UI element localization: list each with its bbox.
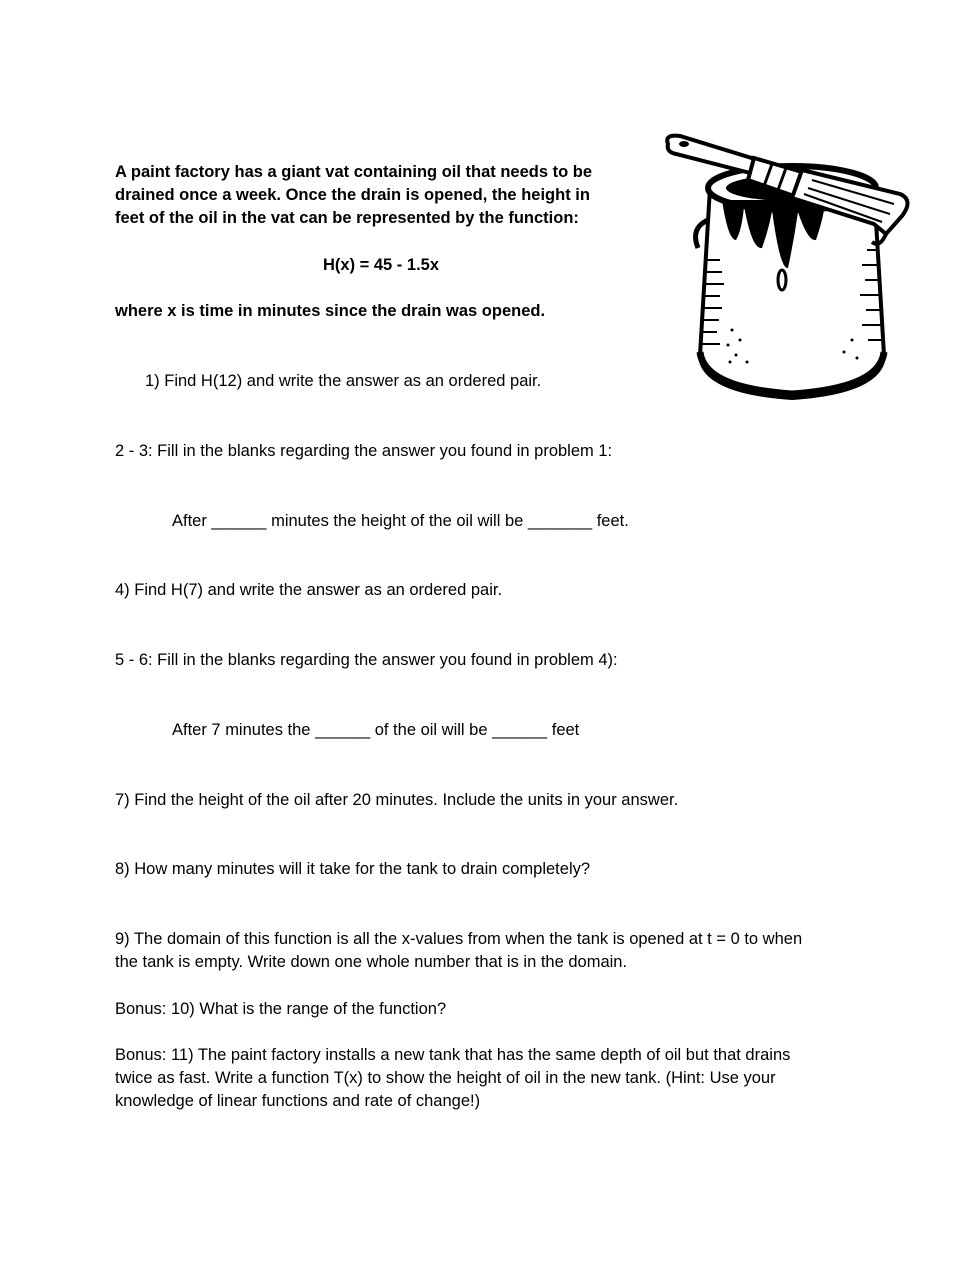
bonus-question-11-line-3: knowledge of linear functions and rate of change!) [115, 1092, 481, 1110]
bonus-question-11-line-2: twice as fast. Write a function T(x) to show the height of oil in the new tank. (Hint: Use your [115, 1069, 776, 1087]
bonus-question-11-line-1: Bonus: 11) The paint factory installs a new tank that has the same depth of oil but that drains [115, 1046, 791, 1064]
question-9-line-1: 9) The domain of this function is all the x-values from when the tank is opened at t = 0 to when [115, 930, 803, 948]
question-2-3-fill-in: After ______ minutes the height of the oil will be _______ feet. [172, 512, 629, 530]
question-2-3: 2 - 3: Fill in the blanks regarding the answer you found in problem 1: [115, 442, 613, 460]
question-4: 4) Find H(7) and write the answer as an ordered pair. [115, 581, 503, 599]
question-5-6: 5 - 6: Fill in the blanks regarding the answer you found in problem 4): [115, 651, 618, 669]
intro-line-2: drained once a week. Once the drain is opened, the height in [115, 186, 590, 204]
intro-where: where x is time in minutes since the drain was opened. [115, 302, 546, 320]
question-1: 1) Find H(12) and write the answer as an ordered pair. [145, 372, 542, 390]
intro-line-3: feet of the oil in the vat can be represented by the function: [115, 209, 579, 227]
question-5-6-fill-in: After 7 minutes the ______ of the oil will be ______ feet [172, 721, 580, 739]
question-7: 7) Find the height of the oil after 20 minutes. Include the units in your answer. [115, 791, 679, 809]
intro-line-1: A paint factory has a giant vat containing oil that needs to be [115, 163, 593, 181]
question-9-line-2: the tank is empty. Write down one whole number that is in the domain. [115, 953, 628, 971]
function-definition: H(x) = 45 - 1.5x [322, 256, 439, 274]
bonus-question-10: Bonus: 10) What is the range of the function? [115, 1000, 447, 1018]
question-8: 8) How many minutes will it take for the tank to drain completely? [115, 860, 591, 878]
paint-can-icon [662, 130, 920, 408]
